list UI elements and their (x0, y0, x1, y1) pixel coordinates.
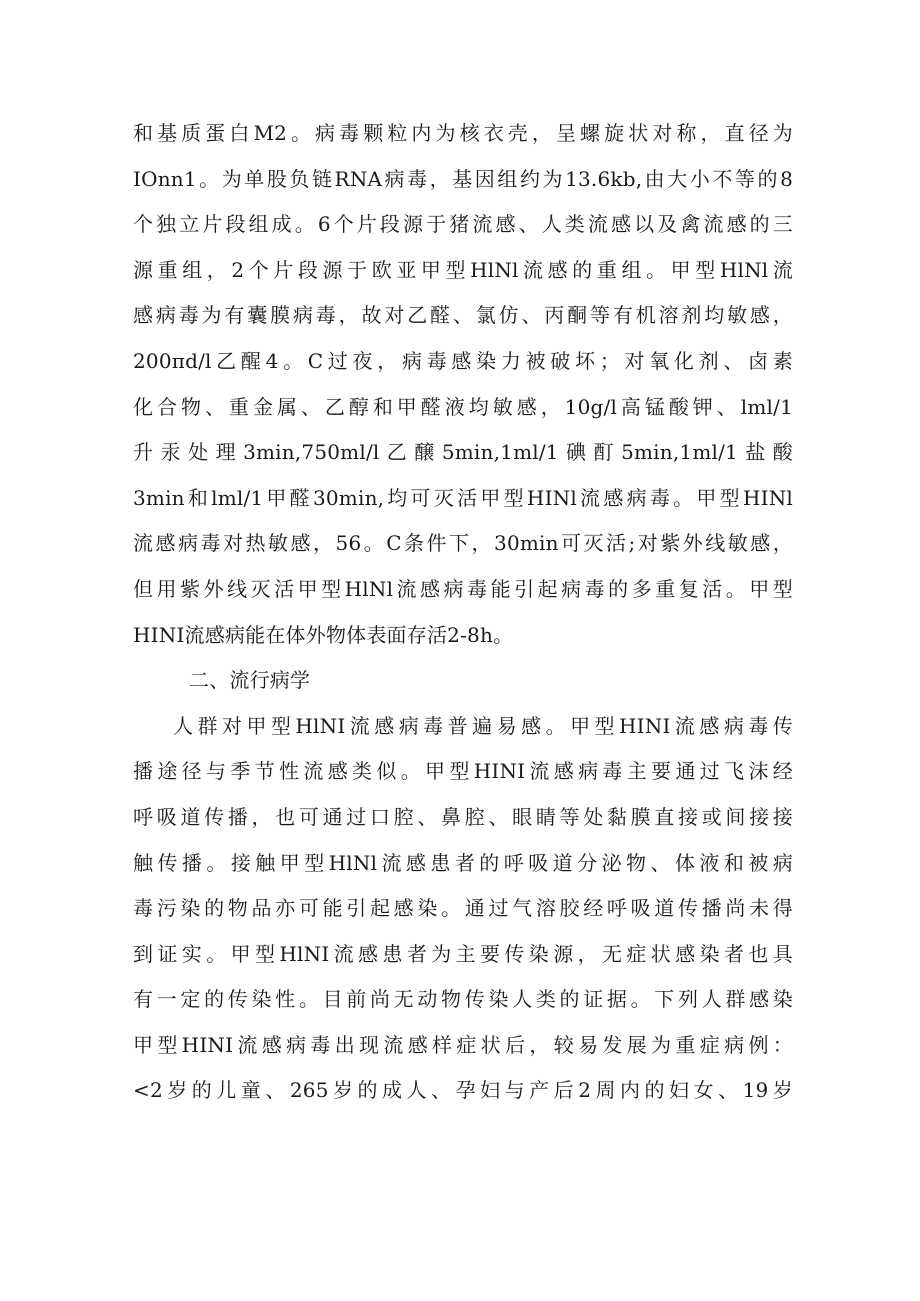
text-line: 甲型HINI流感病毒出现流感样症状后，较易发展为重症病例： (133, 1032, 793, 1057)
text-line: 毒污染的物品亦可能引起感染。通过气溶胶经呼吸道传播尚未得 (133, 896, 793, 921)
text-line: 流感病毒对热敏感，56。C条件下，30min可灭活;对紫外线敏感， (133, 531, 793, 556)
text-line: 到证实。甲型HlNI流感患者为主要传染源，无症状感染者也具 (133, 941, 793, 966)
text-line: 3min和lml/1甲醛30min,均可灭活甲型HINl流感病毒。甲型HINl (133, 485, 793, 510)
text-line: 个独立片段组成。6个片段源于猪流感、人类流感以及禽流感的三 (133, 212, 793, 237)
paragraph-virus-structure (133, 111, 793, 658)
text-line: 呼吸道传播，也可通过口腔、鼻腔、眼睛等处黏膜直接或间接接 (133, 804, 793, 829)
text-line: 有一定的传染性。目前尚无动物传染人类的证据。下列人群感染 (133, 987, 793, 1012)
text-line: 但用紫外线灭活甲型HlNl流感病毒能引起病毒的多重复活。甲型 (133, 576, 793, 601)
text-line: 人群对甲型HlNI流感病毒普遍易感。甲型HINI流感病毒传 (173, 713, 793, 738)
text-line: IOnn1。为单股负链RNA病毒，基因组约为13.6kb,由大小不等的8 (133, 166, 793, 191)
text-line: 和基质蛋白M2。病毒颗粒内为核衣壳，呈螺旋状对称，直径为 (133, 121, 793, 145)
section-heading-text: 二、流行病学 (189, 668, 311, 693)
paragraph-epidemiology (133, 704, 793, 1114)
text-line: 播途径与季节性流感类似。甲型HINI流感病毒主要通过飞沫经 (133, 759, 793, 784)
text-line: 触传播。接触甲型HlNl流感患者的呼吸道分泌物、体液和被病 (133, 850, 793, 875)
text-line: HINI流感病能在体外物体表面存活2-8h。 (133, 622, 514, 647)
document-text (133, 111, 793, 1114)
text-line: 升汞处理3min,750ml/l乙醸5min,1ml/1碘酊5min,1ml/1盐酸 (133, 440, 793, 465)
text-line: 200πd/l乙醒4。C过夜，病毒感染力被破坏；对氧化剂、卤素 (133, 348, 793, 373)
text-line: 感病毒为有囊膜病毒，故对乙醛、氯仿、丙酮等有机溶剂均敏感， (133, 303, 793, 328)
section-heading (133, 658, 793, 704)
text-line: 化合物、重金属、乙醇和甲醛液均敏感，10g/l高锰酸钾、lml/1 (133, 394, 793, 419)
text-line: <2岁的儿童、265岁的成人、孕妇与产后2周内的妇女、19岁 (133, 1078, 793, 1103)
text-line: 源重组，2个片段源于欧亚甲型HlNl流感的重组。甲型HlNl流 (133, 257, 793, 282)
